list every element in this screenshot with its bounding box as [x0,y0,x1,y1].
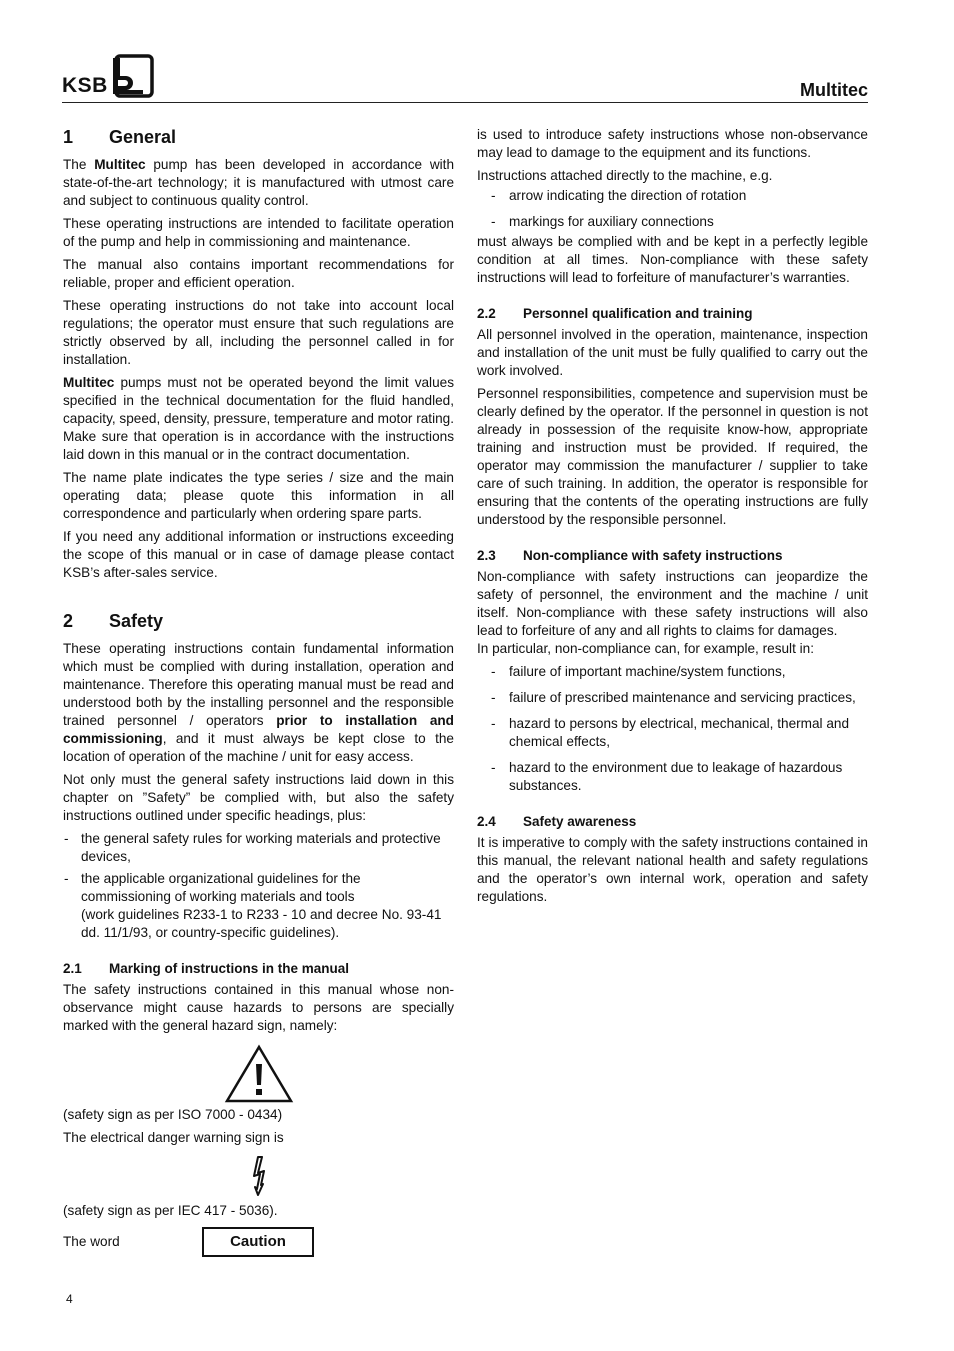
bold-text: Multitec [94,157,146,172]
right-column [477,126,868,911]
section-title: Safety [109,611,164,631]
section-number: 2 [63,611,74,631]
electrical-danger-icon [249,1156,269,1196]
logo-text: KSB [62,74,108,97]
paragraph: The electrical danger warning sign is [63,1130,284,1145]
section-2-3-heading [477,547,868,565]
list-item: - hazard to persons by electrical, mechanical, thermal and chemical effects, [477,715,868,751]
electrical-sign-row [63,1152,454,1202]
paragraph: The name plate indicates the type series / size and the main operating data; please quote this information in all correspondence and particularly when ordering spare parts. [63,470,454,521]
section-title: Non-compliance with safety instructions [523,548,783,563]
document-title: Multitec [799,80,868,100]
section-title: Safety awareness [523,814,637,829]
bold-text: prior to installation and commissioning [63,713,454,746]
list-item [63,870,454,942]
paragraph: These operating instructions do not take into account local regulations; the operator must ensure that such regulations are strictly observed by all, including the personnel called in for installation. [63,298,454,367]
caption: (safety sign as per ISO 7000 - 0434) [63,1107,283,1122]
section-2-1-heading [63,960,454,978]
paragraph [63,156,454,210]
warning-triangle-icon [224,1044,294,1104]
paragraph: The word [63,1234,120,1249]
section-2-2-heading [477,305,868,323]
consequences-list [477,663,868,795]
text: the applicable organizational guidelines for the commissioning of working materials and tools [81,871,361,904]
page-header [62,52,868,104]
paragraph: In particular, non-compliance can, for example, result in: [477,641,814,656]
list-item: - failure of prescribed maintenance and servicing practices, [477,689,868,707]
section-title: Personnel qualification and training [523,306,753,321]
ksb-logo-mark-icon [110,54,154,98]
left-column [63,124,454,1265]
section-number: 2.4 [477,814,496,829]
paragraph: These operating instructions are intended to facilitate operation of the pump and help in commissioning and maintenance. [63,216,454,249]
text: dd. 11/1/93, or country-specific guidelines). [81,925,340,940]
caption: (safety sign as per IEC 417 - 5036). [63,1203,278,1218]
caution-word-row [63,1225,454,1265]
paragraph: If you need any additional information or instructions exceeding the scope of this manual or in case of damage please contact KSB’s after-sales service. [63,529,454,580]
text: , and it must always be kept close to the location of operation of the machine / unit for easy access. [63,731,454,764]
paragraph: Personnel responsibilities, competence and supervision must be clearly defined by the operator. If the personnel in question is not already in possession of the requisite know-how, appropriate training and instruction must be provided. If required, the operator may commission the manufacturer / supplier to take care of such training. In addition, the operator is responsible for ensuring that the contents of the operating instructions are fully understood by the responsible personnel. [477,386,868,527]
paragraph: Non-compliance with safety instructions can jeopardize the safety of personnel, the environment and the machine / unit itself. Non-compliance with these safety instructions will also lead to forfeiture of any and all rights to claims for damages. [477,569,868,638]
section-2-heading [63,608,454,634]
section-title: General [109,127,177,147]
section-2-4-heading [477,813,868,831]
paragraph: Not only must the general safety instructions laid down in this chapter on ”Safety” be complied with, but also the safety instructions outlined under specific headings, plus: [63,772,454,823]
text: pumps must not be operated beyond the limit values specified in the technical documentation for the fluid handled, capacity, speed, density, pressure, temperature and motor rating. Make sure that operation is in accordance with the instructions laid down in this manual or in the contract documentation. [63,375,454,462]
list-item: - markings for auxiliary connections [477,213,868,231]
paragraph [63,640,454,766]
section-title: Marking of instructions in the manual [109,961,350,976]
section-1-heading [63,124,454,150]
paragraph: must always be complied with and be kept in a perfectly legible condition at all times. Non-compliance with these safety instructions will lead to forfeiture of manufacturer’s warranties. [477,234,868,285]
safety-rules-list [63,830,454,942]
list-item: - hazard to the environment due to leakage of hazardous substances. [477,759,868,795]
paragraph: All personnel involved in the operation, maintenance, inspection and installation of the unit must be fully qualified to carry out the work involved. [477,327,868,378]
paragraph: The safety instructions contained in this manual whose non-observance might cause hazards to persons are specially marked with the general hazard sign, namely: [63,982,454,1033]
bold-text: Multitec [63,375,115,390]
paragraph: is used to introduce safety instructions whose non-observance may lead to damage to the equipment and its functions. [477,127,868,160]
section-number: 1 [63,127,74,147]
caution-label: Caution [202,1227,314,1257]
header-rule [62,102,868,103]
list-item: - failure of important machine/system functions, [477,663,868,681]
paragraph: The manual also contains important recommendations for reliable, proper and efficient operation. [63,257,454,290]
text: (work guidelines R233-1 to R233 - 10 and decree No. 93-41 [81,907,442,922]
text: pump has been developed in accordance with state-of-the-art technology; it is manufactured with utmost care and subject to continuous quality control. [63,157,455,208]
page-number: 4 [66,1292,73,1306]
list-item: - the general safety rules for working materials and protective devices, [63,830,454,866]
text: The [63,157,95,172]
paragraph: It is imperative to comply with the safety instructions contained in this manual, the relevant national health and safety regulations and the operator’s own internal work, operation and safety regulations. [477,835,868,904]
list-item: - arrow indicating the direction of rotation [477,187,868,205]
section-number: 2.2 [477,306,496,321]
paragraph [63,374,454,464]
section-number: 2.1 [63,961,82,976]
paragraph: Instructions attached directly to the machine, e.g. [477,168,773,183]
section-number: 2.3 [477,548,496,563]
hazard-sign-row [63,1040,454,1106]
text: These operating instructions contain fundamental information which must be complied with during installation, operation and maintenance. Therefore this operating manual must be read and understood both by the installing personnel and the responsible trained personnel / operators [63,641,454,728]
machine-markings-list [477,187,868,231]
